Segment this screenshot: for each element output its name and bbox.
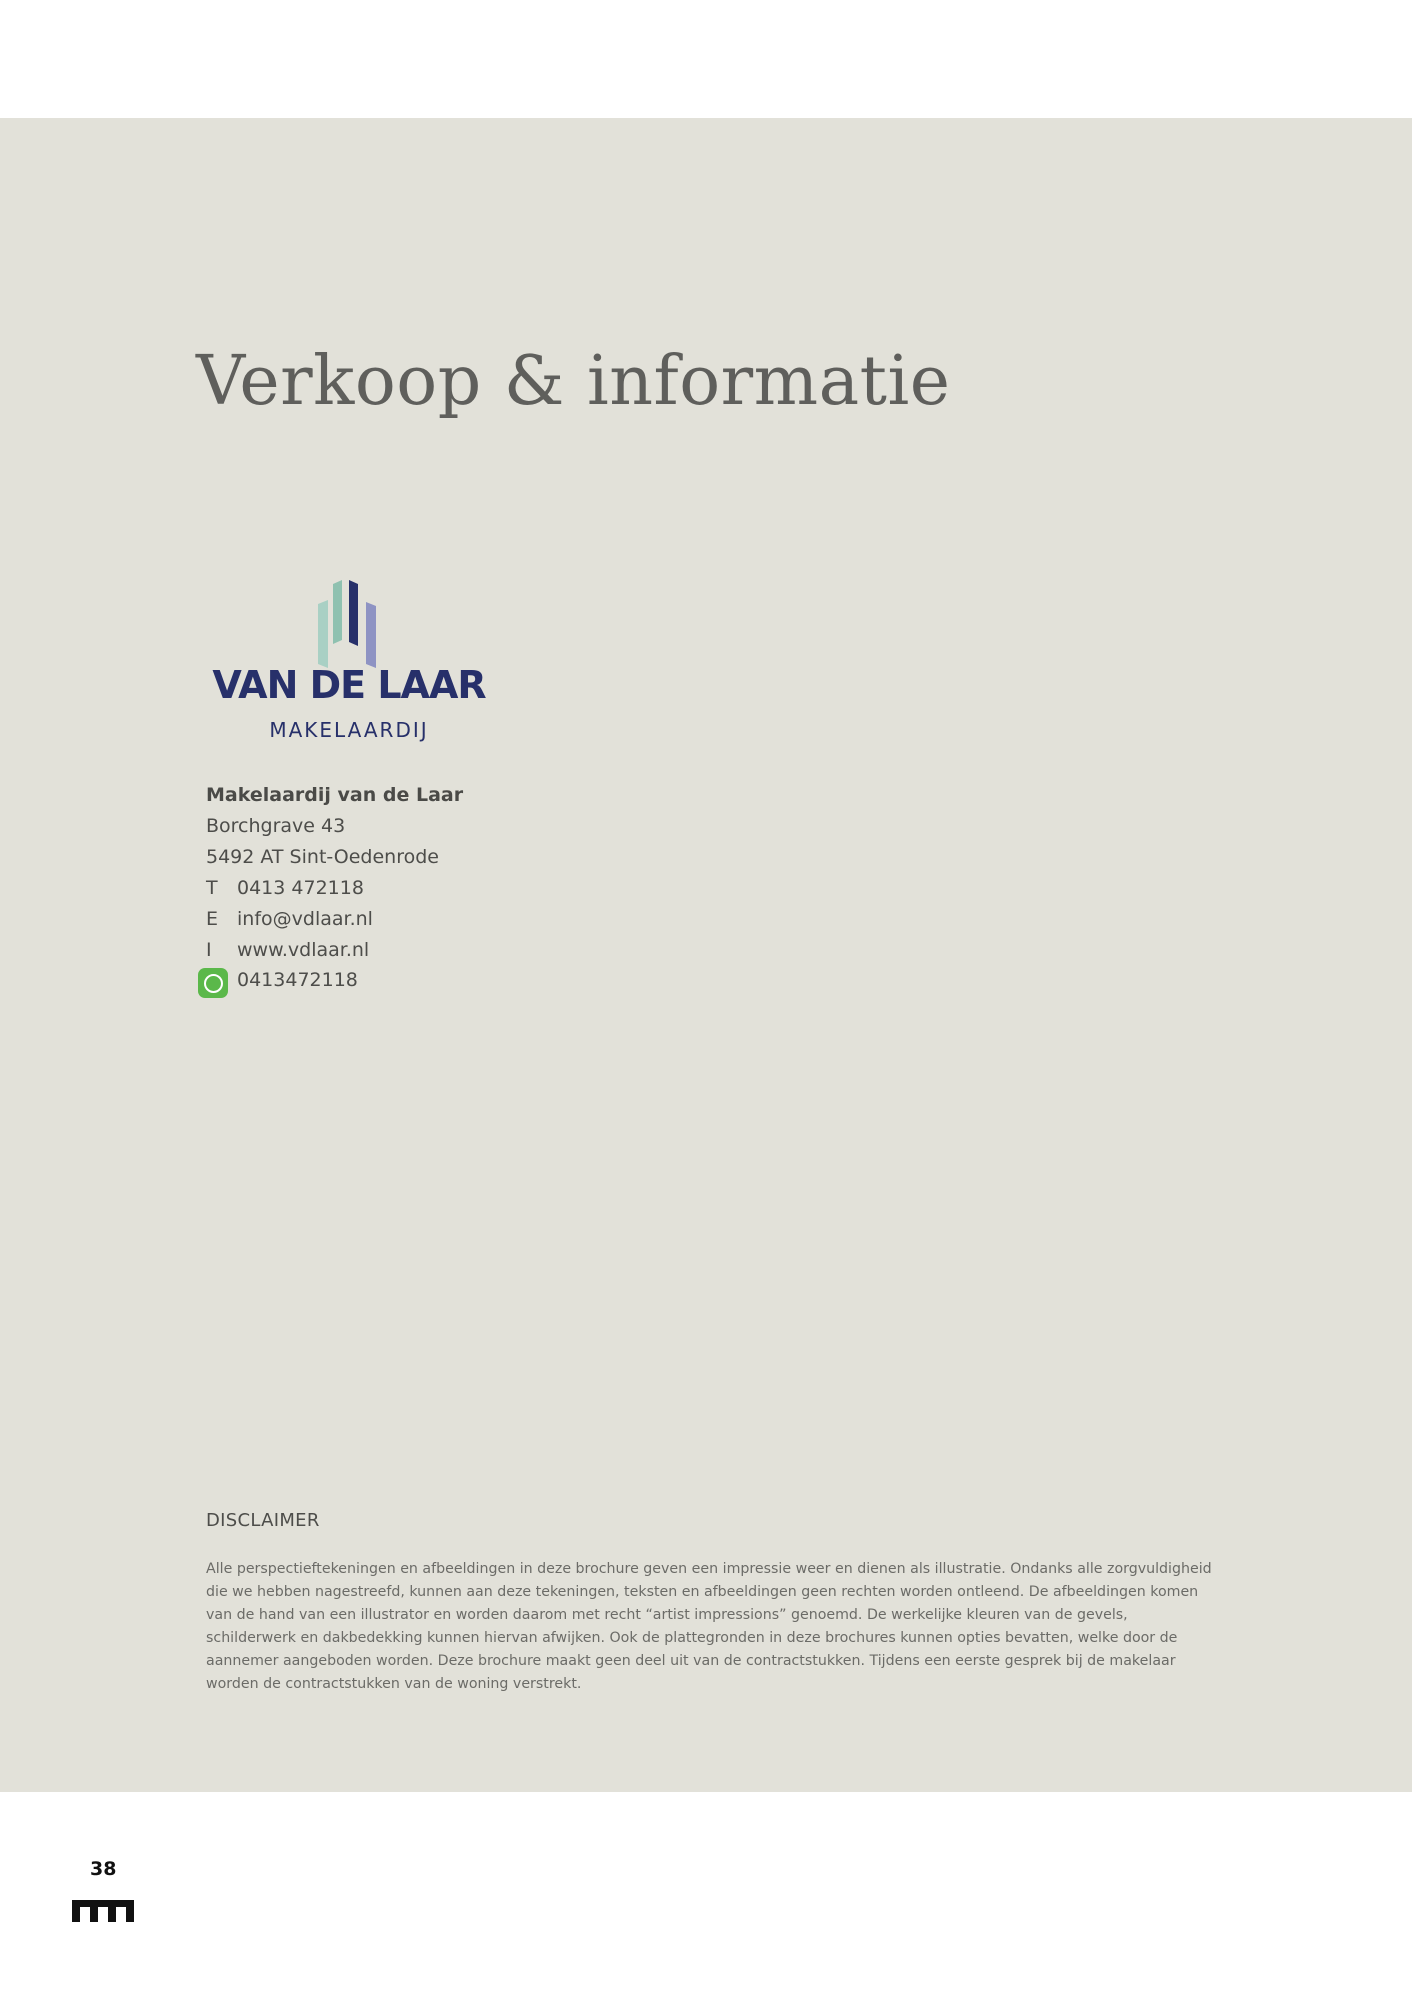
whatsapp-number[interactable]: 0413472118 [237,969,358,991]
website-link[interactable]: www.vdlaar.nl [237,939,370,961]
page-number: 38 [90,1858,117,1880]
building-logo-icon [314,576,384,670]
whatsapp-icon [198,968,228,998]
phone-row [206,873,463,904]
website-row [206,935,463,966]
logo-subtitle: MAKELAARDIJ [269,718,429,742]
page-title: Verkoop & informatie [196,342,951,421]
company-logo [204,574,504,744]
contact-block [206,780,463,966]
disclaimer-heading: DISCLAIMER [206,1510,320,1531]
email-row [206,904,463,935]
phone-label: T [206,877,218,899]
brand-mark-icon [72,1900,134,1922]
address-city: 5492 AT Sint-Oedenrode [206,846,439,868]
phone-number[interactable]: 0413 472118 [237,877,364,899]
address-street: Borchgrave 43 [206,815,346,837]
logo-wordmark: VAN DE LAAR [212,663,486,707]
disclaimer-text: Alle perspectieftekeningen en afbeeldingen in deze brochure geven een impressie weer en dienen als illustratie. Ondanks alle zorgvuldigheid die we hebben nagestreefd, kunnen aan deze tekeningen, teksten en afbeeldingen geen rechten worden ontleend. De afbeeldingen komen van de hand van een illustrator en worden daarom met recht “artist impressions” genoemd. De werkelijke kleuren van de gevels, schilderwerk en dakbedekking kunnen hiervan afwijken. Ook de plattegronden in deze brochures kunnen opties bevatten, welke door de aannemer aangeboden worden. Deze brochure maakt geen deel uit van de contractstukken. Tijdens een eerste gesprek bij de makelaar worden de contractstukken van de woning verstrekt. [206,1561,1212,1692]
company-name: Makelaardij van de Laar [206,784,464,806]
website-label: I [206,939,212,961]
email-link[interactable]: info@vdlaar.nl [237,908,373,930]
email-label: E [206,908,219,930]
